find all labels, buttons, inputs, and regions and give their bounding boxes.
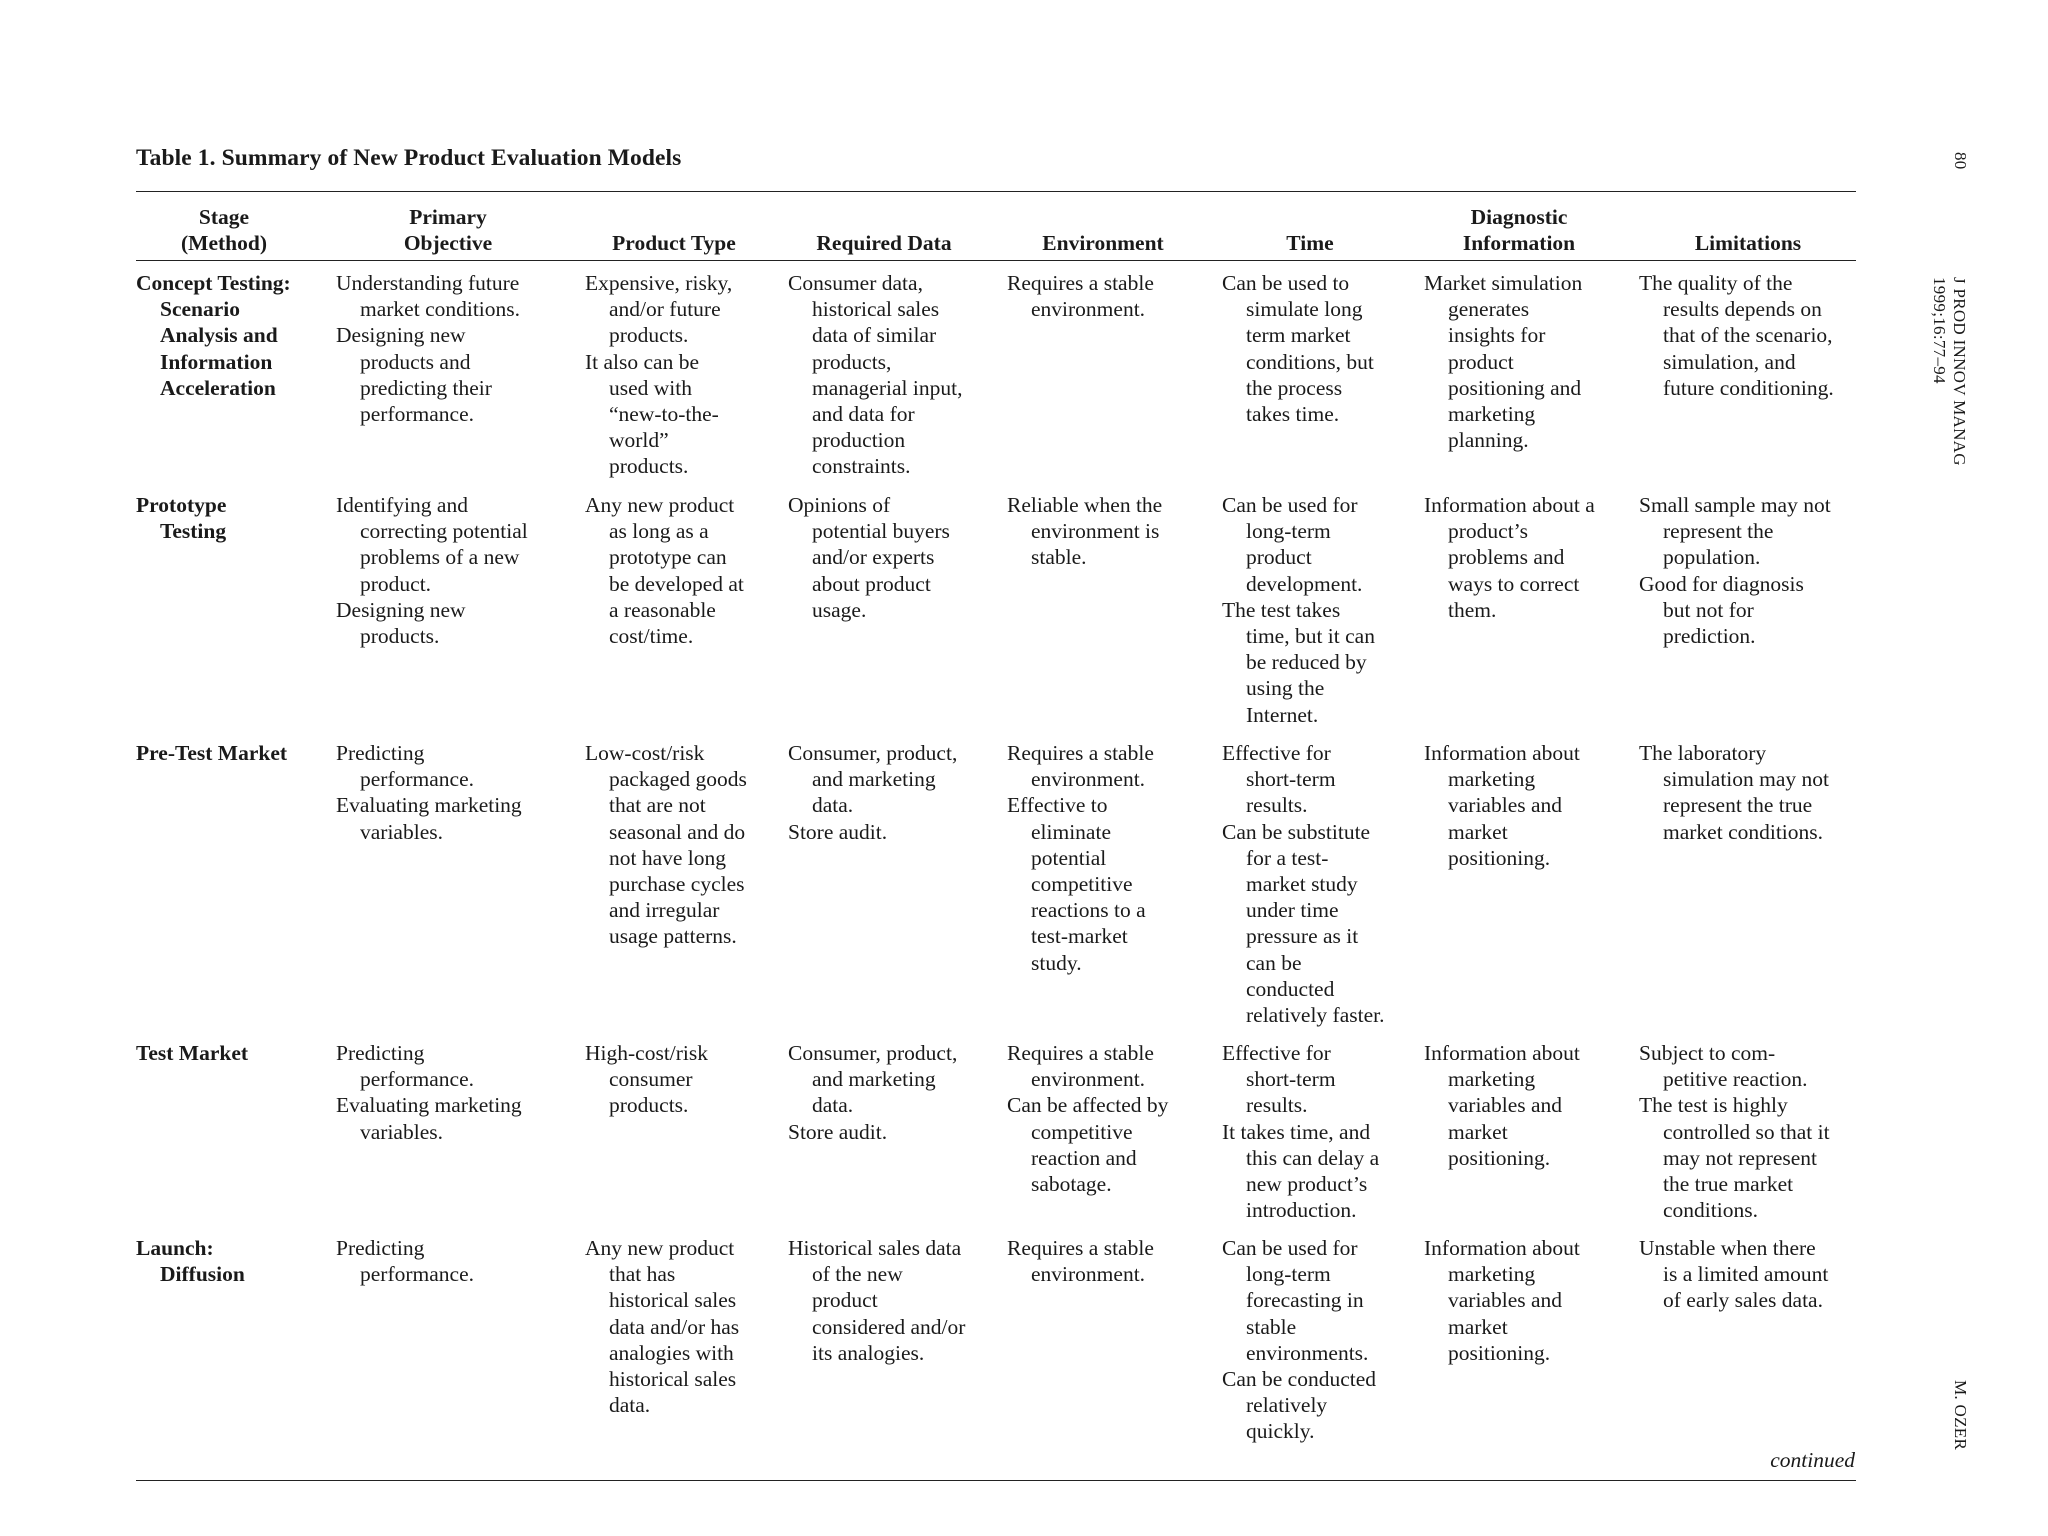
cell-line: market study: [1246, 872, 1358, 897]
cell-limitations: [1639, 492, 1831, 649]
cell-line: environment.: [1031, 767, 1146, 792]
cell-required-data: [788, 270, 962, 480]
cell-environment: [1007, 1040, 1168, 1197]
cell-environment: [1007, 492, 1162, 571]
cell-line: the process: [1246, 375, 1343, 400]
column-header-line: Primary: [409, 205, 487, 229]
cell-line: Subject to com-: [1639, 1041, 1776, 1065]
cell-line: The test is highly: [1639, 1093, 1788, 1118]
cell-line: Store audit.: [788, 1119, 888, 1144]
cell-line: ways to correct: [1448, 571, 1580, 596]
column-header: [119, 201, 329, 256]
cell-line: stable.: [1031, 545, 1087, 570]
cell-line: time, but it can: [1246, 624, 1375, 649]
cell-line: packaged goods: [609, 767, 747, 792]
cell-objective: [336, 492, 528, 649]
cell-line: Diffusion: [160, 1262, 245, 1287]
cell-line: Analysis and: [160, 323, 278, 348]
cell-line: Store audit.: [788, 819, 888, 844]
cell-stage: [136, 1235, 245, 1287]
cell-line: It takes time, and: [1222, 1119, 1371, 1144]
cell-line: simulation, and: [1663, 349, 1796, 374]
column-header: [1414, 201, 1624, 256]
cell-line: Consumer, product,: [788, 741, 958, 765]
cell-line: data.: [609, 1393, 651, 1418]
cell-line: Predicting: [336, 1236, 425, 1260]
cell-line: represent the true: [1663, 793, 1813, 818]
cell-line: Can be conducted: [1222, 1367, 1377, 1392]
running-head-volume: 1999;16:77–94: [1930, 277, 1949, 384]
column-header-line: Stage: [198, 205, 250, 229]
cell-line: be reduced by: [1246, 650, 1367, 675]
cell-line: planning.: [1448, 428, 1529, 453]
cell-line: considered and/or: [812, 1314, 966, 1339]
cell-stage: [136, 740, 287, 766]
cell-line: performance.: [360, 402, 474, 427]
column-header-line: Objective: [403, 231, 493, 255]
cell-line: Can be used for: [1222, 493, 1358, 517]
cell-limitations: [1639, 1040, 1830, 1223]
cell-line: data.: [812, 793, 854, 818]
column-header: [779, 201, 989, 256]
cell-diagnostic: [1424, 1235, 1580, 1366]
table-caption: Table 1. Summary of New Product Evaluation Models: [136, 145, 682, 171]
cell-line: products,: [812, 349, 892, 374]
cell-objective: [336, 1040, 522, 1145]
cell-line: results.: [1246, 1093, 1308, 1118]
cell-line: historical sales: [609, 1288, 737, 1313]
cell-line: analogies with: [609, 1340, 734, 1365]
cell-line: product: [812, 1288, 878, 1313]
cell-line: results depends on: [1663, 297, 1822, 322]
cell-line: Scenario: [160, 297, 241, 322]
cell-line: conditions, but: [1246, 349, 1374, 374]
cell-line: variables.: [360, 1119, 443, 1144]
cell-limitations: [1639, 1235, 1828, 1314]
cell-time: [1222, 492, 1375, 728]
cell-line: Requires a stable: [1007, 741, 1154, 765]
running-head-journal: J PROD INNOV MANAG: [1950, 277, 1969, 466]
cell-line: Prototype: [136, 493, 227, 517]
cell-environment: [1007, 1235, 1154, 1287]
cell-line: competitive: [1031, 1119, 1133, 1144]
cell-line: is a limited amount: [1663, 1262, 1829, 1287]
cell-line: relatively: [1246, 1393, 1328, 1418]
cell-line: products and: [360, 349, 471, 374]
cell-line: results.: [1246, 793, 1308, 818]
cell-line: Can be used for: [1222, 1236, 1358, 1260]
cell-required-data: [788, 740, 957, 845]
cell-line: conducted: [1246, 976, 1335, 1001]
cell-line: products.: [360, 624, 440, 649]
cell-line: short-term: [1246, 1067, 1336, 1092]
cell-line: not have long: [609, 845, 727, 870]
cell-line: competitive: [1031, 872, 1133, 897]
cell-line: Predicting: [336, 1041, 425, 1065]
cell-line: market: [1448, 819, 1508, 844]
cell-line: Information about: [1424, 1041, 1580, 1065]
column-header: [569, 201, 779, 256]
cell-diagnostic: [1424, 270, 1582, 453]
cell-line: generates: [1448, 297, 1530, 322]
cell-line: introduction.: [1246, 1198, 1357, 1223]
cell-required-data: [788, 1235, 965, 1366]
cell-line: purchase cycles: [609, 872, 745, 897]
cell-line: “new-to-the-: [609, 402, 719, 427]
cell-line: Low-cost/risk: [585, 741, 705, 765]
cell-line: that has: [609, 1262, 676, 1287]
cell-line: long-term: [1246, 1262, 1331, 1287]
cell-line: simulate long: [1246, 297, 1363, 322]
cell-line: test-market: [1031, 924, 1128, 949]
cell-line: environment.: [1031, 297, 1146, 322]
cell-stage: [136, 1040, 248, 1066]
cell-line: The laboratory: [1639, 741, 1767, 765]
cell-line: that are not: [609, 793, 706, 818]
cell-objective: [336, 270, 520, 427]
cell-line: Good for diagnosis: [1639, 571, 1804, 596]
cell-line: Market simulation: [1424, 271, 1583, 295]
top-rule: [136, 191, 1856, 192]
cell-line: its analogies.: [812, 1340, 925, 1365]
cell-line: controlled so that it: [1663, 1119, 1830, 1144]
cell-line: seasonal and do: [609, 819, 746, 844]
cell-line: Reliable when the: [1007, 493, 1163, 517]
column-header: [1643, 201, 1853, 256]
cell-line: Information: [160, 349, 273, 374]
cell-line: Historical sales data: [788, 1236, 962, 1260]
cell-line: marketing: [1448, 767, 1536, 792]
cell-line: variables and: [1448, 793, 1563, 818]
cell-line: a reasonable: [609, 597, 716, 622]
cell-line: Pre-Test Market: [136, 741, 288, 765]
cell-line: forecasting in: [1246, 1288, 1364, 1313]
cell-line: Designing new: [336, 323, 466, 348]
cell-line: environment is: [1031, 519, 1160, 544]
cell-time: [1222, 740, 1385, 1028]
cell-line: performance.: [360, 767, 474, 792]
column-header-line: Limitations: [1694, 231, 1802, 255]
cell-environment: [1007, 270, 1154, 322]
cell-line: marketing: [1448, 1262, 1536, 1287]
cell-line: Consumer data,: [788, 271, 923, 295]
column-header-line: Required Data: [816, 231, 952, 255]
cell-line: market conditions.: [360, 297, 521, 322]
cell-line: that of the scenario,: [1663, 323, 1833, 348]
cell-line: Unstable when there: [1639, 1236, 1816, 1260]
cell-line: data of similar: [812, 323, 937, 348]
cell-line: Can be substitute: [1222, 819, 1371, 844]
cell-limitations: [1639, 270, 1834, 401]
cell-line: Opinions of: [788, 493, 891, 517]
cell-line: and marketing: [812, 1067, 936, 1092]
cell-line: market conditions.: [1663, 819, 1824, 844]
cell-line: Consumer, product,: [788, 1041, 958, 1065]
cell-line: potential buyers: [812, 519, 950, 544]
cell-line: usage.: [812, 597, 867, 622]
page-number: 80: [1951, 152, 1970, 170]
cell-line: product.: [360, 571, 432, 596]
cell-line: environment.: [1031, 1262, 1146, 1287]
cell-line: can be: [1246, 950, 1302, 975]
cell-product-type: [585, 492, 744, 649]
cell-line: products.: [609, 454, 689, 479]
cell-line: insights for: [1448, 323, 1546, 348]
cell-line: product: [1448, 349, 1514, 374]
column-header-line: (Method): [181, 231, 267, 255]
cell-line: problems and: [1448, 545, 1565, 570]
cell-line: consumer: [609, 1067, 693, 1092]
cell-line: products.: [609, 1093, 689, 1118]
cell-line: problems of a new: [360, 545, 520, 570]
cell-line: Testing: [160, 519, 227, 544]
cell-line: Information about: [1424, 741, 1580, 765]
cell-line: Can be affected by: [1007, 1093, 1169, 1118]
cell-line: them.: [1448, 597, 1497, 622]
cell-line: positioning.: [1448, 1340, 1551, 1365]
cell-line: Effective for: [1222, 1041, 1331, 1065]
cell-line: relatively faster.: [1246, 1003, 1385, 1028]
cell-line: performance.: [360, 1262, 474, 1287]
cell-line: and/or experts: [812, 545, 935, 570]
cell-diagnostic: [1424, 740, 1580, 871]
cell-line: Internet.: [1246, 702, 1319, 727]
cell-line: positioning.: [1448, 845, 1551, 870]
cell-line: and data for: [812, 402, 915, 427]
cell-line: product: [1246, 545, 1312, 570]
cell-line: predicting their: [360, 375, 492, 400]
column-header: [343, 201, 553, 256]
author-name: M. OZER: [1951, 1380, 1970, 1451]
cell-line: variables.: [360, 819, 443, 844]
cell-line: eliminate: [1031, 819, 1111, 844]
cell-line: Launch:: [136, 1236, 214, 1260]
cell-line: Requires a stable: [1007, 271, 1154, 295]
cell-line: data and/or has: [609, 1314, 740, 1339]
cell-line: It also can be: [585, 349, 700, 374]
cell-line: The test takes: [1222, 597, 1341, 622]
cell-line: term market: [1246, 323, 1351, 348]
cell-line: for a test-: [1246, 845, 1329, 870]
cell-line: as long as a: [609, 519, 709, 544]
cell-product-type: [585, 270, 732, 480]
bottom-rule: [136, 1480, 1856, 1481]
cell-line: Evaluating marketing: [336, 793, 522, 818]
cell-line: this can delay a: [1246, 1145, 1380, 1170]
cell-line: reaction and: [1031, 1145, 1137, 1170]
cell-line: Effective to: [1007, 793, 1108, 818]
cell-limitations: [1639, 740, 1829, 845]
column-header-line: Environment: [1042, 231, 1164, 255]
cell-line: usage patterns.: [609, 924, 737, 949]
cell-line: conditions.: [1663, 1198, 1758, 1223]
cell-line: sabotage.: [1031, 1172, 1112, 1197]
cell-line: Any new product: [585, 1236, 735, 1260]
cell-line: under time: [1246, 898, 1339, 923]
cell-line: the true market: [1663, 1172, 1794, 1197]
cell-line: Predicting: [336, 741, 425, 765]
cell-line: The quality of the: [1639, 271, 1793, 295]
cell-line: market: [1448, 1314, 1508, 1339]
cell-line: development.: [1246, 571, 1363, 596]
continued-note: continued: [1770, 1448, 1855, 1472]
cell-line: performance.: [360, 1067, 474, 1092]
cell-line: correcting potential: [360, 519, 528, 544]
cell-line: of early sales data.: [1663, 1288, 1823, 1313]
cell-diagnostic: [1424, 1040, 1580, 1171]
cell-line: and marketing: [812, 767, 936, 792]
cell-line: cost/time.: [609, 624, 694, 649]
cell-line: environment.: [1031, 1067, 1146, 1092]
cell-line: managerial input,: [812, 375, 963, 400]
cell-line: but not for: [1663, 597, 1754, 622]
cell-line: Small sample may not: [1639, 493, 1831, 517]
cell-line: Information about: [1424, 1236, 1580, 1260]
cell-line: of the new: [812, 1262, 903, 1287]
cell-line: potential: [1031, 845, 1107, 870]
cell-line: using the: [1246, 676, 1325, 701]
cell-line: quickly.: [1246, 1419, 1315, 1444]
cell-line: petitive reaction.: [1663, 1067, 1808, 1092]
cell-line: represent the: [1663, 519, 1774, 544]
cell-diagnostic: [1424, 492, 1595, 623]
cell-line: production: [812, 428, 906, 453]
cell-line: Concept Testing:: [136, 271, 291, 295]
cell-line: Designing new: [336, 597, 466, 622]
cell-line: product’s: [1448, 519, 1529, 544]
cell-line: positioning.: [1448, 1145, 1551, 1170]
cell-line: pressure as it: [1246, 924, 1359, 949]
cell-line: Any new product: [585, 493, 735, 517]
running-head: [1929, 277, 1969, 466]
cell-line: positioning and: [1448, 375, 1582, 400]
cell-objective: [336, 740, 522, 845]
cell-line: Information about a: [1424, 493, 1595, 517]
cell-line: and/or future: [609, 297, 721, 322]
cell-line: variables and: [1448, 1093, 1563, 1118]
cell-line: short-term: [1246, 767, 1336, 792]
cell-line: High-cost/risk: [585, 1041, 709, 1065]
cell-line: simulation may not: [1663, 767, 1830, 792]
cell-line: world”: [609, 428, 669, 453]
cell-line: products.: [609, 323, 689, 348]
column-header-line: Diagnostic: [1470, 205, 1568, 229]
cell-line: takes time.: [1246, 402, 1340, 427]
cell-line: data.: [812, 1093, 854, 1118]
cell-line: prediction.: [1663, 624, 1756, 649]
column-header-line: Information: [1462, 231, 1576, 255]
cell-line: Requires a stable: [1007, 1041, 1154, 1065]
cell-line: stable: [1246, 1314, 1297, 1339]
cell-environment: [1007, 740, 1154, 976]
cell-line: environments.: [1246, 1340, 1369, 1365]
cell-time: [1222, 1040, 1379, 1223]
cell-line: used with: [609, 375, 693, 400]
cell-line: marketing: [1448, 1067, 1536, 1092]
cell-line: may not represent: [1663, 1145, 1818, 1170]
cell-line: Identifying and: [336, 493, 468, 517]
cell-line: Test Market: [136, 1041, 249, 1065]
cell-line: reactions to a: [1031, 898, 1146, 923]
cell-line: historical sales: [812, 297, 940, 322]
cell-line: Effective for: [1222, 741, 1331, 765]
cell-line: prototype can: [609, 545, 727, 570]
cell-line: be developed at: [609, 571, 744, 596]
cell-required-data: [788, 492, 950, 623]
cell-line: Can be used to: [1222, 271, 1350, 295]
cell-product-type: [585, 1235, 739, 1418]
cell-time: [1222, 1235, 1376, 1445]
cell-line: Acceleration: [160, 375, 276, 400]
cell-line: study.: [1031, 950, 1082, 975]
cell-time: [1222, 270, 1374, 427]
cell-line: long-term: [1246, 519, 1331, 544]
column-header: [998, 201, 1208, 256]
cell-objective: [336, 1235, 474, 1287]
cell-line: Evaluating marketing: [336, 1093, 522, 1118]
column-header: [1205, 201, 1415, 256]
cell-line: marketing: [1448, 402, 1536, 427]
column-header-line: Time: [1286, 231, 1334, 255]
cell-line: market: [1448, 1119, 1508, 1144]
cell-line: and irregular: [609, 898, 720, 923]
cell-line: future conditioning.: [1663, 375, 1834, 400]
cell-stage: [136, 270, 291, 401]
cell-line: constraints.: [812, 454, 911, 479]
cell-line: Expensive, risky,: [585, 271, 733, 295]
cell-required-data: [788, 1040, 957, 1145]
cell-line: new product’s: [1246, 1172, 1368, 1197]
header-rule: [136, 260, 1856, 261]
cell-line: population.: [1663, 545, 1761, 570]
cell-line: Requires a stable: [1007, 1236, 1154, 1260]
column-header-line: Product Type: [612, 231, 736, 255]
cell-line: about product: [812, 571, 931, 596]
cell-product-type: [585, 1040, 708, 1119]
cell-line: variables and: [1448, 1288, 1563, 1313]
cell-stage: [136, 492, 226, 544]
cell-product-type: [585, 740, 747, 950]
cell-line: Understanding future: [336, 271, 520, 295]
cell-line: historical sales: [609, 1367, 737, 1392]
